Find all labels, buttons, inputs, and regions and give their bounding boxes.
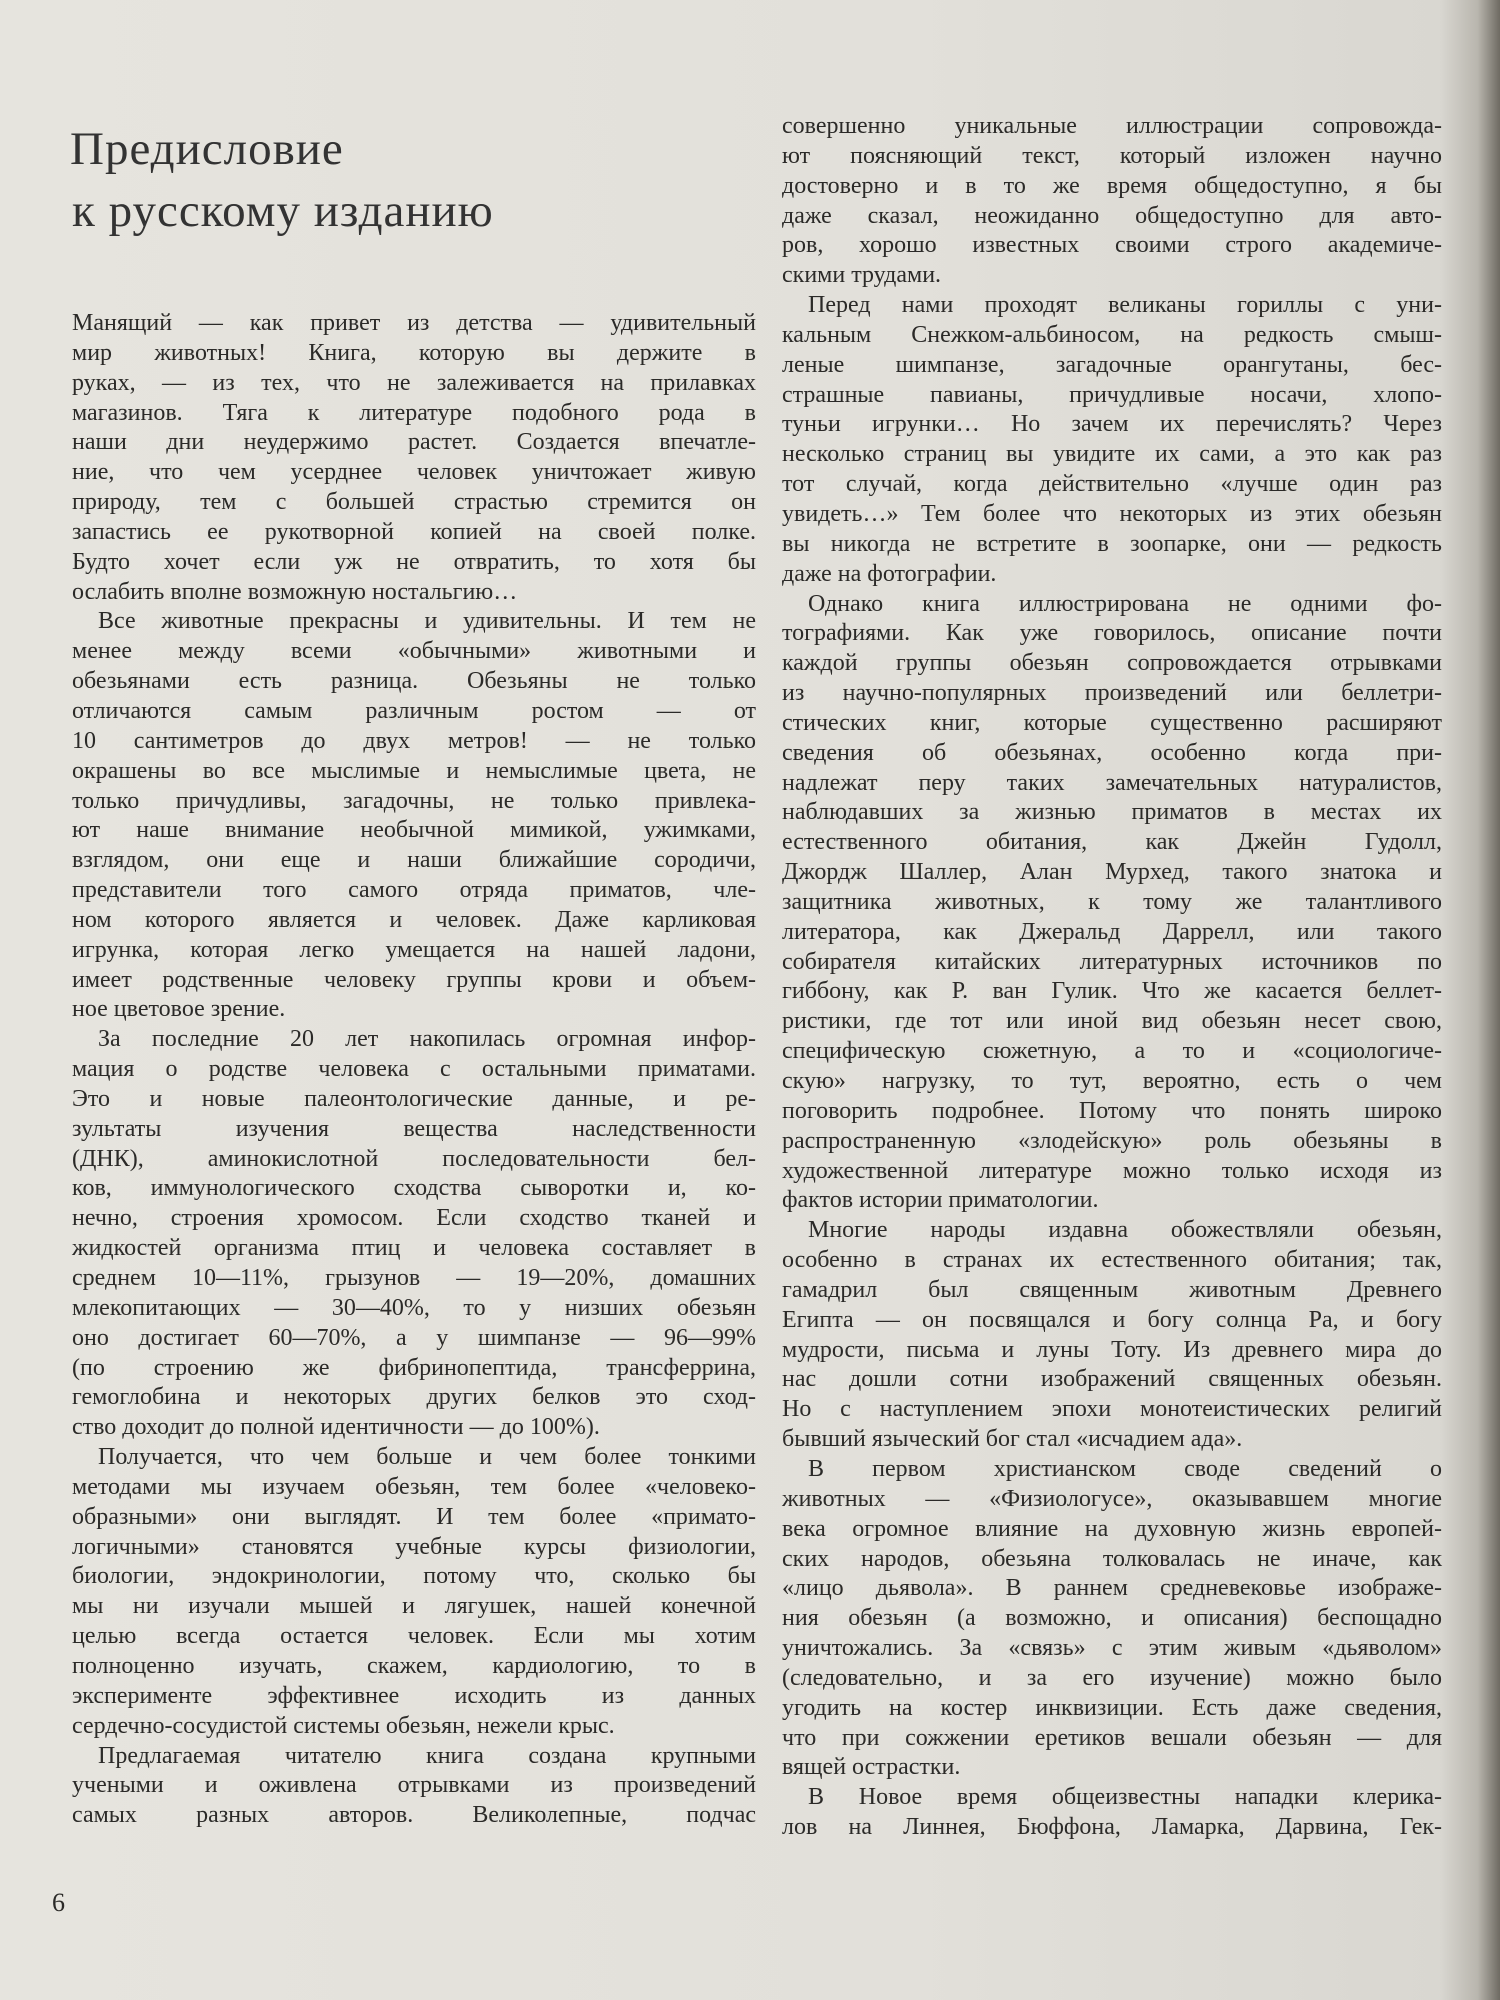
text-line: обезьянами есть разница. Обезьяны не только [72, 668, 756, 695]
text-line: образными» они выглядят. И тем более «примато- [72, 1503, 756, 1530]
text-line: В первом христианском своде сведений о [808, 1455, 1442, 1482]
text-line: художественной литературе можно только исходя из [782, 1157, 1442, 1184]
text-line: туньи игрунки… Но зачем их перечислять? Через [782, 411, 1442, 438]
text-line: что при сожжении еретиков вешали обезьян — для [782, 1724, 1442, 1751]
paragraph [72, 1742, 756, 1832]
paragraph [782, 1455, 1442, 1783]
text-line: игрунка, которая легко умещается на нашей ладони, [72, 936, 756, 963]
text-line: жидкостей организма птиц и человека составляет в [72, 1235, 756, 1262]
text-line: поговорить подробнее. Потому что понять широко [782, 1097, 1442, 1124]
text-line: Джордж Шаллер, Алан Мурхед, такого знатока и [782, 859, 1442, 886]
text-line: ослабить вполне возможную ностальгию… [72, 578, 518, 605]
text-line: вы никогда не встретите в зоопарке, они — редкость [782, 530, 1442, 557]
text-line: несколько страниц вы увидите их сами, а это как раз [782, 441, 1442, 468]
text-line: стических книг, которые существенно расширяют [782, 709, 1442, 736]
text-line: учеными и оживлена отрывками из произведений [72, 1772, 756, 1799]
text-line: страшные павианы, причудливые носачи, хлопо- [782, 381, 1442, 408]
text-line: из научно-популярных произведений или беллетри- [782, 680, 1442, 707]
text-line: самых разных авторов. Великолепные, подчас [72, 1802, 756, 1829]
text-line: надлежат перу таких замечательных натуралистов, [782, 769, 1442, 796]
text-line: тот случай, когда действительно «лучше один раз [782, 471, 1442, 498]
text-line: эксперименте эффективнее исходить из данных [72, 1682, 756, 1709]
text-line: нечно, строения хромосом. Если сходство тканей и [72, 1205, 756, 1232]
paragraph [782, 112, 1442, 291]
text-line: Но с наступлением эпохи монотеистических религий [782, 1396, 1442, 1423]
text-line: совершенно уникальные иллюстрации сопровожда- [782, 113, 1442, 139]
text-line: окрашены во все мыслимые и немыслимые цвета, не [72, 757, 756, 784]
text-line: мудрости, письма и луны Тоту. Из древнего мира до [782, 1336, 1442, 1363]
text-line: века огромное влияние на духовную жизнь европей- [782, 1515, 1442, 1542]
text-line: гемоглобина и некоторых других белков это сход- [72, 1384, 756, 1411]
text-line: природу, тем с большей страстью стремится он [72, 489, 756, 516]
text-line: магазинов. Тяга к литературе подобного рода в [72, 399, 756, 426]
text-line: Будто хочет если уж не отвратить, то хотя бы [72, 548, 756, 575]
text-line: наши дни неудержимо растет. Создается впечатле- [72, 429, 756, 456]
text-line: (по строению же фибринопептида, трансферрина, [72, 1354, 756, 1381]
text-line: гамадрил был священным животным Древнего [782, 1276, 1442, 1303]
text-line: взглядом, они еще и наши ближайшие сородичи, [72, 847, 756, 874]
text-line: Перед нами проходят великаны гориллы с уни- [808, 292, 1442, 319]
text-line: тографиями. Как уже говорилось, описание почти [782, 620, 1442, 647]
paragraph [72, 1025, 756, 1443]
text-line: только причудливы, загадочны, не только привлека- [72, 787, 756, 814]
text-line: Однако книга иллюстрирована не одними фо- [808, 590, 1442, 617]
text-line: ров, хорошо известных своими строго академиче- [782, 232, 1442, 259]
paragraph [782, 590, 1442, 1217]
text-line: лов на Линнея, Бюффона, Ламарка, Дарвина, Гек- [782, 1814, 1442, 1841]
text-line: уничтожались. За «связь» с этим живым «дьяволом» [782, 1635, 1442, 1662]
paragraph [72, 1443, 756, 1741]
text-line: ют поясняющий текст, который изложен научно [782, 142, 1442, 169]
text-line: ние, что чем усерднее человек уничтожает живую [72, 459, 756, 486]
text-line: Манящий — как привет из детства — удивительный [72, 310, 756, 336]
text-line: ния обезьян (а возможно, и описания) беспощадно [782, 1605, 1442, 1632]
paragraph [72, 309, 756, 607]
text-line: Египта — он посвящался и богу солнца Ра, и богу [782, 1306, 1442, 1333]
text-line: ских народов, обезьяна толковалась не иначе, как [782, 1545, 1442, 1572]
paragraph [72, 607, 756, 1025]
text-line: даже на фотографии. [782, 560, 997, 587]
text-line: защитника животных, к тому же талантливого [782, 888, 1442, 915]
text-line: мы ни изучали мышей и лягушек, нашей конечной [72, 1593, 756, 1620]
text-line: ристики, где тот или иной вид обезьян несет свою, [782, 1008, 1442, 1035]
text-line: увидеть…» Тем более что некоторых из этих обезьян [782, 500, 1442, 527]
text-line: запастись ее рукотворной копией на своей полке. [72, 518, 756, 545]
text-line: распространенную «злодейскую» роль обезьяны в [782, 1127, 1442, 1154]
right-column [782, 112, 1442, 1843]
page-number: 6 [52, 1888, 65, 1917]
text-line: имеет родственные человеку группы крови и объем- [72, 966, 756, 993]
text-line: ство доходит до полной идентичности — до 100%). [72, 1414, 600, 1441]
text-line: (следовательно, и за его изучение) можно было [782, 1664, 1442, 1691]
text-line: гиббону, как Р. ван Гулик. Что же касается беллет- [782, 978, 1442, 1005]
text-line: Это и новые палеонтологические данные, и ре- [72, 1085, 756, 1112]
text-line: зультаты изучения вещества наследственности [72, 1115, 756, 1142]
text-line: менее между всеми «обычными» животными и [72, 638, 756, 665]
text-line: 10 сантиметров до двух метров! — не только [72, 727, 756, 754]
text-line: даже сказал, неожиданно общедоступно для авто- [782, 202, 1442, 229]
text-line: леные шимпанзе, загадочные орангутаны, бес- [782, 351, 1442, 378]
text-line: фактов истории приматологии. [782, 1187, 1099, 1214]
text-line: ное цветовое зрение. [72, 996, 286, 1023]
text-line: собирателя китайских литературных источников по [782, 948, 1442, 975]
title-line: Предисловие [70, 123, 344, 175]
text-line: угодить на костер инквизиции. Есть даже сведения, [782, 1694, 1442, 1721]
text-line: За последние 20 лет накопилась огромная инфор- [98, 1026, 756, 1053]
text-line: специфическую сюжетную, а то и «социологиче- [782, 1038, 1442, 1065]
text-line: «лицо дьявола». В раннем средневековье изображе- [782, 1575, 1442, 1602]
text-line: среднем 10—11%, грызунов — 19—20%, домашних [72, 1265, 756, 1291]
text-line: Многие народы издавна обожествляли обезьян, [808, 1217, 1442, 1244]
text-line: скую» нагрузку, то тут, вероятно, есть о чем [782, 1068, 1442, 1094]
text-line: кальным Снежком-альбиносом, на редкость смыш- [782, 321, 1442, 348]
text-line: Предлагаемая читателю книга создана крупными [98, 1742, 756, 1769]
text-line: В Новое время общеизвестны нападки клерика- [808, 1784, 1442, 1811]
text-line: естественного обитания, как Джейн Гудолл, [782, 829, 1442, 856]
text-line: (ДНК), аминокислотной последовательности бел- [72, 1145, 756, 1172]
text-line: бывший языческий бог стал «исчадием ада». [782, 1426, 1243, 1453]
text-line: сведения об обезьянах, особенно когда при- [782, 739, 1442, 766]
title-line: к русскому изданию [72, 185, 494, 237]
text-line: литератора, как Джеральд Даррелл, или такого [782, 918, 1442, 945]
text-line: методами мы изучаем обезьян, тем более «человеко- [72, 1473, 756, 1500]
text-line: нас дошли сотни изображений священных обезьян. [782, 1366, 1442, 1393]
page-title [70, 118, 494, 242]
left-column [72, 309, 756, 1831]
text-line: полноценно изучать, скажем, кардиологию, то в [72, 1652, 756, 1679]
text-line: особенно в странах их естественного обитания; так, [782, 1247, 1442, 1274]
text-line: биологии, эндокринологии, потому что, сколько бы [72, 1563, 756, 1590]
paragraph [782, 291, 1442, 589]
text-line: ков, иммунологического сходства сыворотки и, ко- [72, 1175, 756, 1202]
text-line: мир животных! Книга, которую вы держите в [72, 339, 756, 366]
paragraph [782, 1216, 1442, 1455]
text-line: сердечно-сосудистой системы обезьян, нежели крыс. [72, 1712, 615, 1739]
text-line: представители того самого отряда приматов, чле- [72, 877, 756, 904]
text-line: животных — «Физиологусе», оказывавшем многие [782, 1485, 1442, 1512]
text-line: скими трудами. [782, 262, 942, 289]
paragraph [782, 1783, 1442, 1843]
text-line: наблюдавших за жизнью приматов в местах их [782, 799, 1442, 826]
text-line: руках, — из тех, что не залеживается на прилавках [72, 369, 756, 396]
text-line: ном которого является и человек. Даже карликовая [72, 906, 756, 933]
text-line: млекопитающих — 30—40%, то у низших обезьян [72, 1294, 756, 1321]
text-line: мация о родстве человека с остальными приматами. [72, 1056, 756, 1083]
text-line: отличаются самым различным ростом — от [72, 697, 756, 724]
text-line: Получается, что чем больше и чем более тонкими [98, 1444, 756, 1471]
text-line: ют наше внимание необычной мимикой, ужимками, [72, 817, 756, 844]
text-line: целью всегда остается человек. Если мы хотим [72, 1623, 756, 1650]
text-line: оно достигает 60—70%, а у шимпанзе — 96—99% [72, 1324, 756, 1351]
text-line: достоверно и в то же время общедоступно, я бы [782, 172, 1442, 199]
text-line: логичными» становятся учебные курсы физиологии, [72, 1533, 756, 1560]
text-line: каждой группы обезьян сопровождается отрывками [782, 650, 1442, 677]
text-line: Все животные прекрасны и удивительны. И тем не [98, 608, 756, 635]
text-line: вящей острастки. [782, 1754, 961, 1781]
